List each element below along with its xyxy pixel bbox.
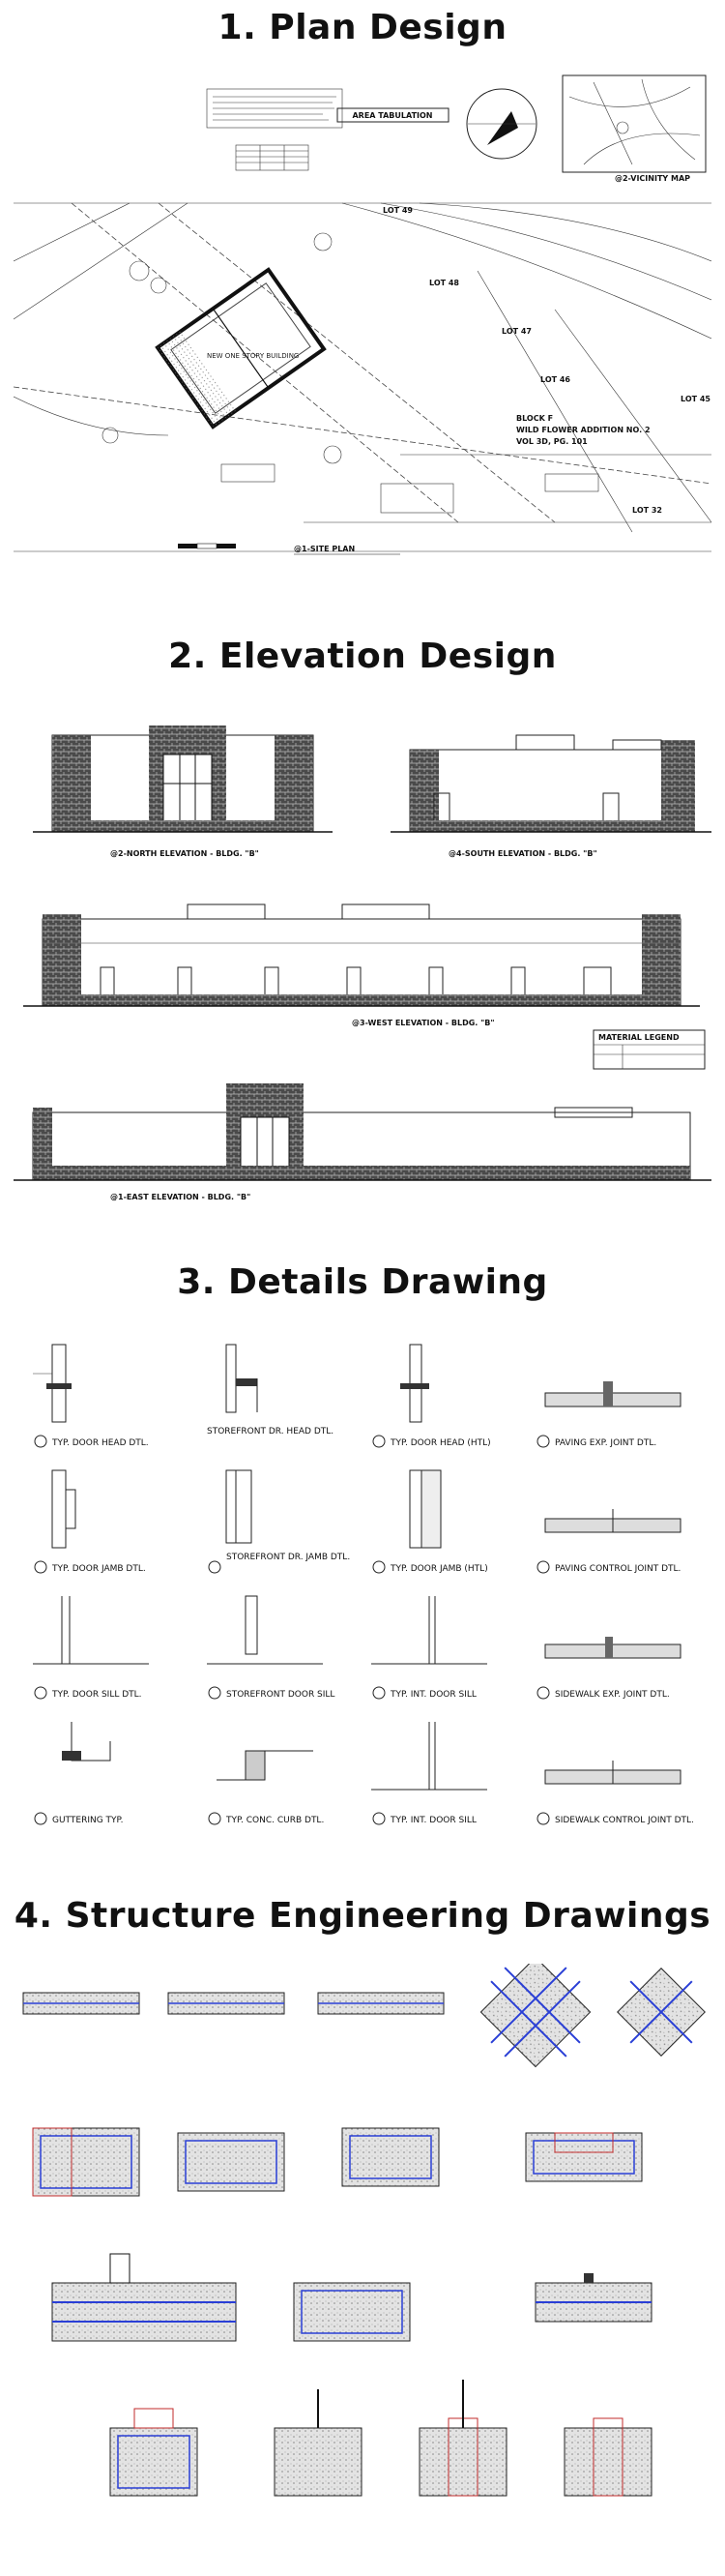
- building-label: NEW ONE STORY BUILDING: [207, 352, 300, 360]
- details-drawings: [14, 1325, 711, 1867]
- detail-label: TYP. DOOR JAMB (HTL): [391, 1564, 488, 1574]
- detail-label: SIDEWALK EXP. JOINT DTL.: [555, 1690, 670, 1700]
- detail-label: STOREFRONT DR. HEAD DTL.: [207, 1427, 334, 1436]
- detail-label: TYP. INT. DOOR SILL: [391, 1690, 477, 1700]
- vicinity-map-label: @2-VICINITY MAP: [614, 174, 690, 183]
- lot-32: LOT 32: [632, 506, 662, 515]
- lot-45: LOT 45: [681, 395, 710, 403]
- detail-label: TYP. INT. DOOR SILL: [391, 1816, 477, 1825]
- south-elevation-label: @4-SOUTH ELEVATION - BLDG. "B": [449, 849, 597, 858]
- detail-label: SIDEWALK CONTROL JOINT DTL.: [555, 1816, 694, 1825]
- site-plan-label: @1-SITE PLAN: [294, 545, 356, 553]
- detail-label: TYP. DOOR HEAD DTL.: [52, 1438, 149, 1448]
- section-title-elevation: 2. Elevation Design: [168, 637, 557, 676]
- vol-label: VOL 3D, PG. 101: [516, 437, 588, 446]
- addition-label: WILD FLOWER ADDITION NO. 2: [516, 426, 651, 434]
- detail-label: PAVING CONTROL JOINT DTL.: [555, 1564, 682, 1574]
- detail-label: TYP. DOOR HEAD (HTL): [391, 1438, 491, 1448]
- detail-label: TYP. DOOR SILL DTL.: [52, 1690, 142, 1700]
- west-elevation-label: @3-WEST ELEVATION - BLDG. "B": [352, 1019, 495, 1027]
- section-title-structure: 4. Structure Engineering Drawings: [14, 1896, 711, 1936]
- detail-label: TYP. DOOR JAMB DTL.: [52, 1564, 146, 1574]
- section-title-plan: 1. Plan Design: [218, 8, 508, 47]
- detail-label: STOREFRONT DR. JAMB DTL.: [226, 1553, 351, 1562]
- site-plan-drawing: [14, 68, 711, 561]
- elevation-drawings: [14, 696, 711, 1219]
- lot-48: LOT 48: [429, 279, 459, 287]
- detail-label: STOREFRONT DOOR SILL: [226, 1690, 335, 1700]
- section-title-details: 3. Details Drawing: [177, 1262, 548, 1302]
- lot-47: LOT 47: [502, 327, 532, 336]
- detail-label: TYP. CONC. CURB DTL.: [226, 1816, 325, 1825]
- lot-46: LOT 46: [540, 375, 570, 384]
- block-label: BLOCK F: [516, 414, 554, 423]
- structure-drawings: [14, 1964, 711, 2563]
- lot-49: LOT 49: [383, 206, 413, 215]
- east-elevation-label: @1-EAST ELEVATION - BLDG. "B": [110, 1193, 251, 1201]
- detail-label: PAVING EXP. JOINT DTL.: [555, 1438, 657, 1448]
- material-legend-title: MATERIAL LEGEND: [598, 1033, 680, 1042]
- detail-label: GUTTERING TYP.: [52, 1816, 124, 1825]
- north-elevation-label: @2-NORTH ELEVATION - BLDG. "B": [110, 849, 259, 858]
- area-tabulation-label: AREA TABULATION: [352, 111, 433, 120]
